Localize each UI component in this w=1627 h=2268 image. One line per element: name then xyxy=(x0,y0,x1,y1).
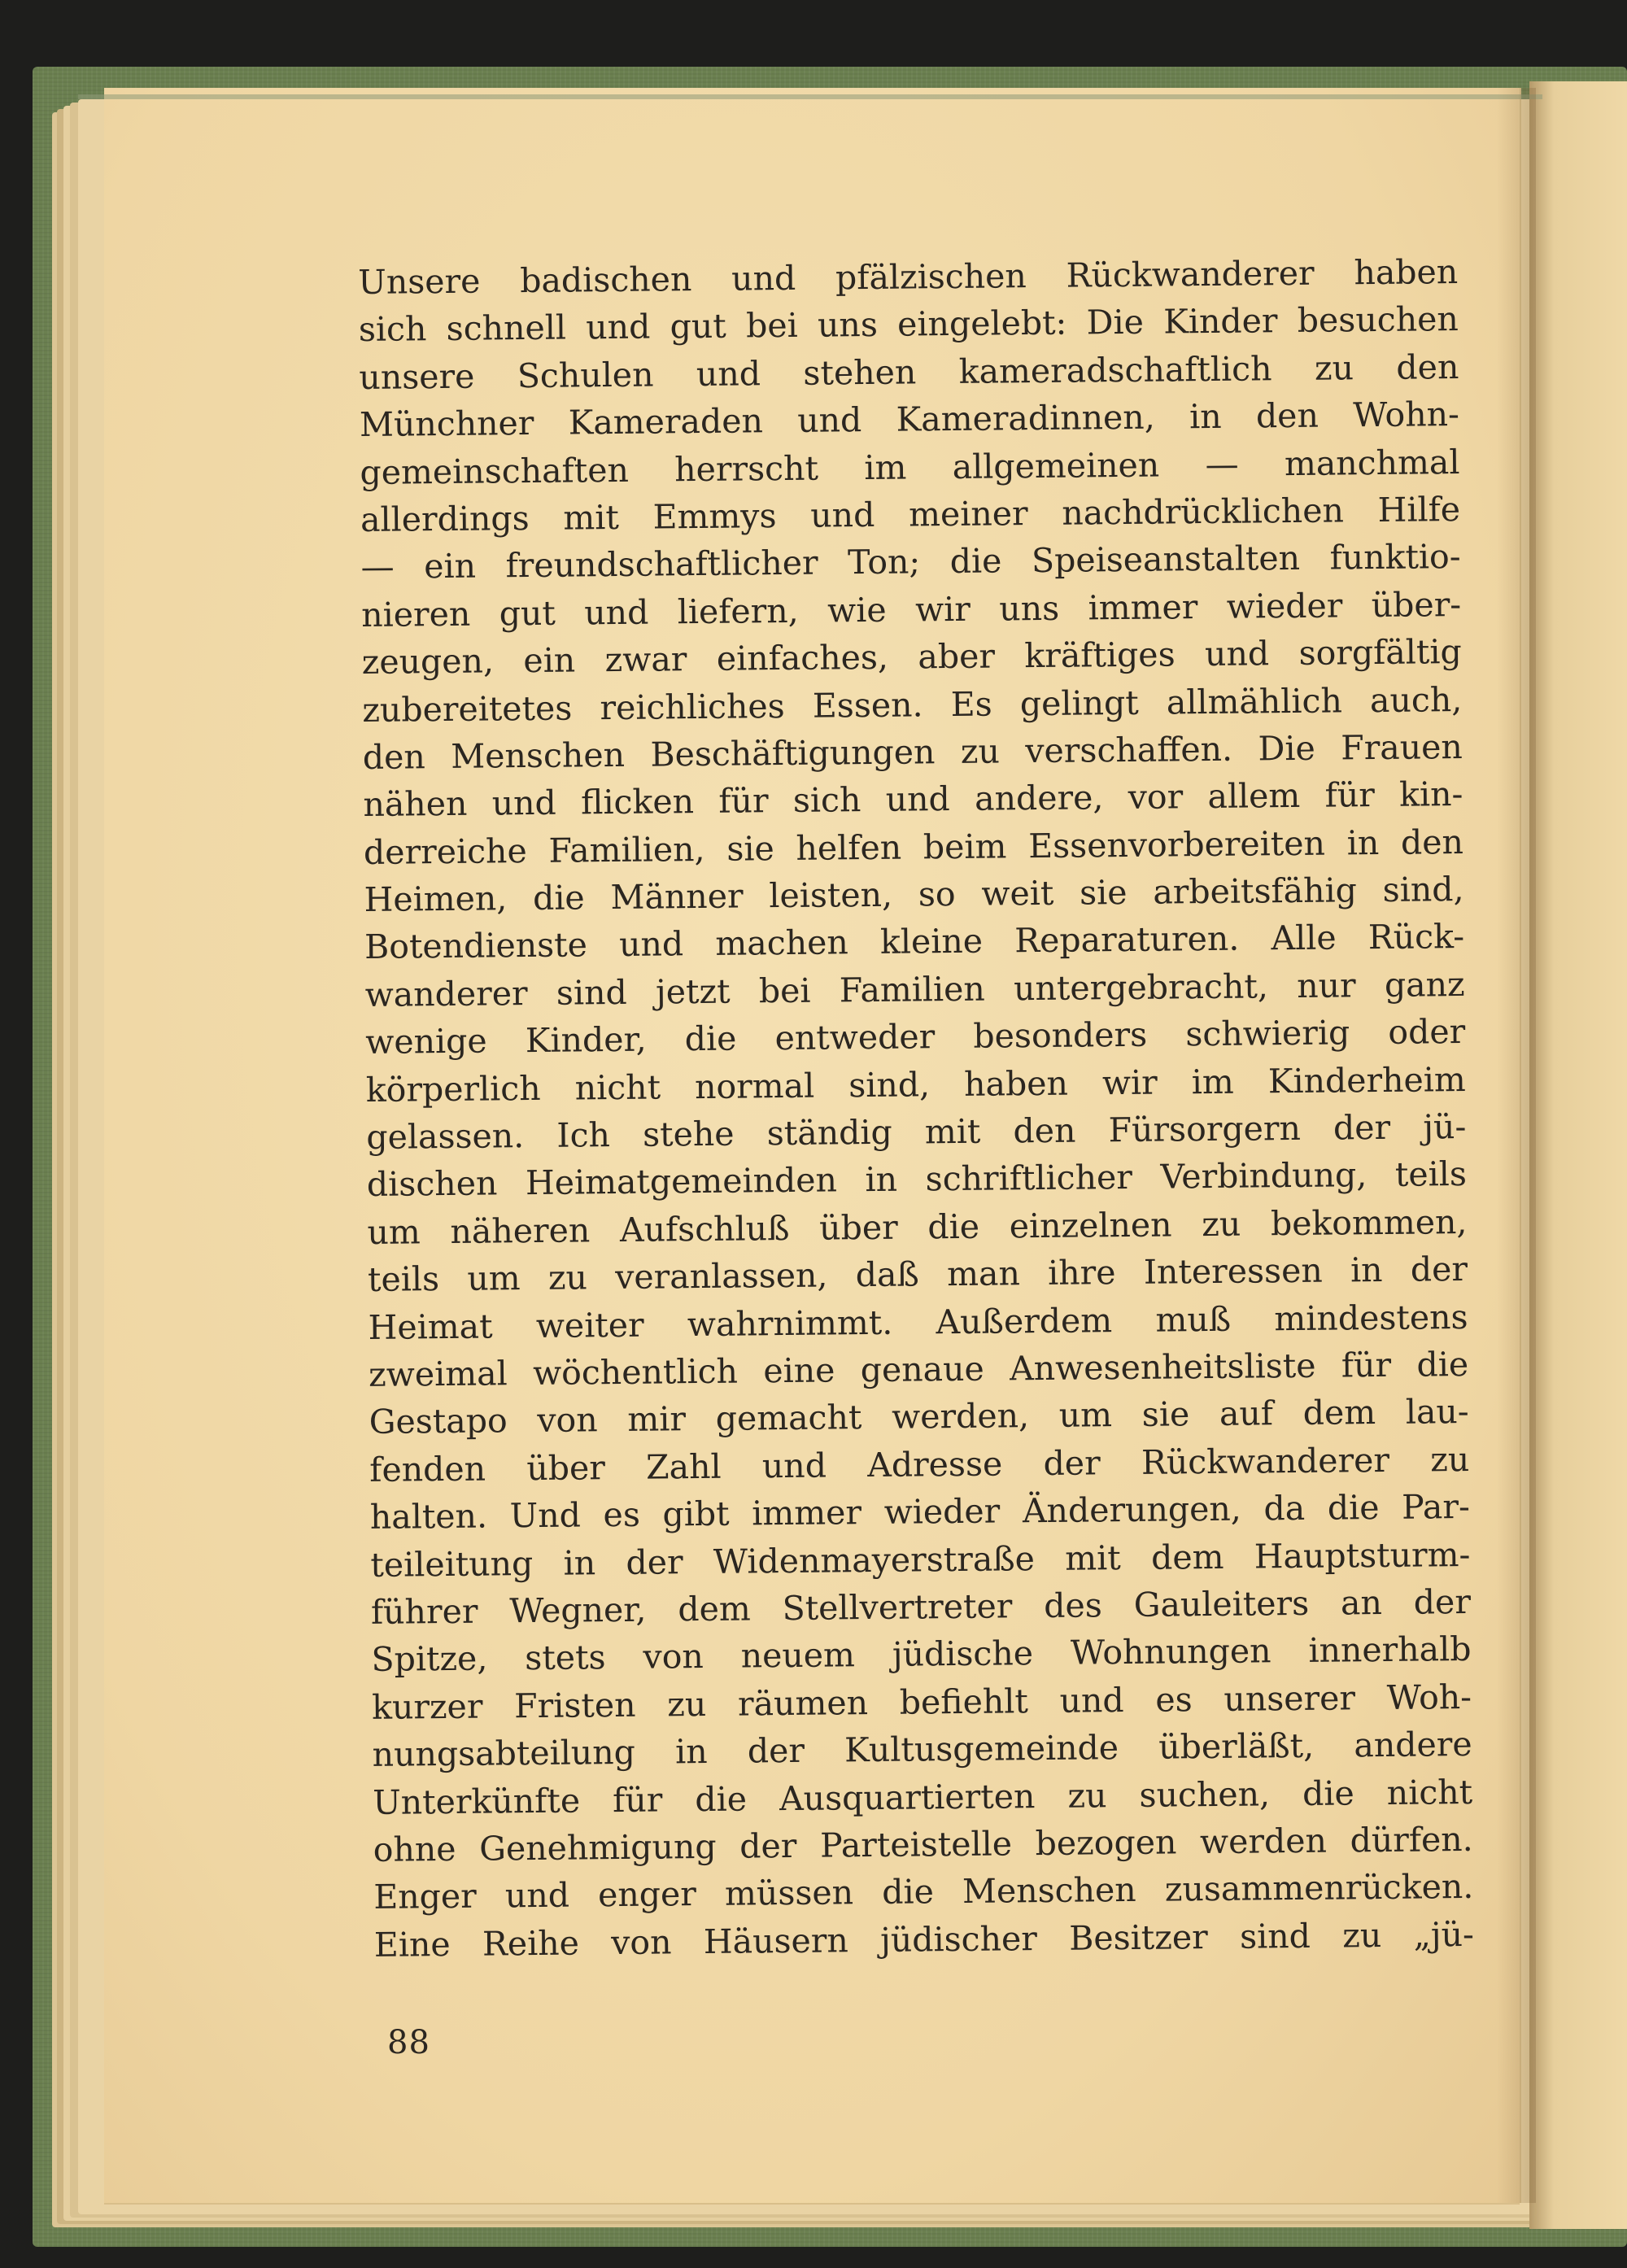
text-line: Unsere badischen und pfälzischen Rückwanderer haben xyxy=(358,252,1459,302)
text-line: ohne Genehmigung der Parteistelle bezogen werden dürfen. xyxy=(373,1819,1473,1869)
text-line: Enger und enger müssen die Menschen zusammenrücken. xyxy=(373,1867,1474,1917)
text-line: derreiche Familien, sie helfen beim Essenvorbereiten in den xyxy=(363,822,1464,872)
text-line: kurzer Fristen zu räumen befiehlt und es unserer Woh- xyxy=(371,1677,1472,1727)
text-line: zweimal wöchentlich eine genaue Anwesenheitsliste für die xyxy=(368,1344,1469,1394)
text-line: fenden über Zahl und Adresse der Rückwanderer zu xyxy=(369,1439,1470,1489)
text-line: Heimen, die Männer leisten, so weit sie arbeitsfähig sind, xyxy=(364,870,1464,920)
text-line: allerdings mit Emmys und meiner nachdrücklichen Hilfe xyxy=(360,489,1461,539)
text-line: um näheren Aufschluß über die einzelnen zu bekommen, xyxy=(367,1202,1468,1252)
text-line: körperlich nicht normal sind, haben wir im Kinderheim xyxy=(365,1059,1466,1110)
text-line: zubereitetes reichliches Essen. Es gelingt allmählich auch, xyxy=(362,679,1463,730)
gutter-shadow xyxy=(1497,88,1536,2203)
text-line: wenige Kinder, die entweder besonders schwierig oder xyxy=(365,1012,1466,1062)
text-line: Unterkünfte für die Ausquartierten zu suchen, die nicht xyxy=(372,1772,1473,1822)
text-line: dischen Heimatgemeinden in schriftlicher Verbindung, teils xyxy=(366,1154,1468,1205)
page-top-edge xyxy=(78,94,1542,99)
text-line: gemeinschaften herrscht im allgemeinen — manchmal xyxy=(360,442,1460,492)
text-line: nieren gut und liefern, wie wir uns immer wieder über- xyxy=(360,584,1462,635)
body-text xyxy=(358,248,1474,1969)
text-line: zeugen, ein zwar einfaches, aber kräftiges und sorgfältig xyxy=(361,632,1462,683)
text-line: teils um zu veranlassen, daß man ihre Interessen in der xyxy=(367,1250,1468,1300)
text-line: Eine Reihe von Häusern jüdischer Besitzer sind zu „jü- xyxy=(373,1914,1475,1965)
text-line: — ein freundschaftlicher Ton; die Speiseanstalten funktio- xyxy=(360,537,1461,587)
text-line: nungsabteilung in der Kultusgemeinde überläßt, andere xyxy=(372,1725,1472,1775)
text-line: sich schnell und gut bei uns eingelebt: Die Kinder besuchen xyxy=(358,299,1459,350)
text-line: führer Wegner, dem Stellvertreter des Gauleiters an der xyxy=(370,1581,1472,1632)
adjacent-page-edge xyxy=(1529,81,1627,2229)
text-line: den Menschen Beschäftigungen zu verschaffen. Die Frauen xyxy=(362,726,1463,777)
text-line: Botendienste und machen kleine Reparaturen. Alle Rück- xyxy=(364,917,1465,967)
text-line: nähen und flicken für sich und andere, vor allem für kin- xyxy=(363,774,1463,825)
text-line: Spitze, stets von neuem jüdische Wohnungen innerhalb xyxy=(371,1629,1472,1680)
text-line: Gestapo von mir gemacht werden, um sie auf dem lau- xyxy=(369,1392,1469,1442)
text-line: wanderer sind jetzt bei Familien untergebracht, nur ganz xyxy=(364,964,1465,1014)
text-line: halten. Und es gibt immer wieder Änderungen, da die Par- xyxy=(369,1487,1471,1537)
text-line: gelassen. Ich stehe ständig mit den Fürsorgern der jü- xyxy=(366,1107,1467,1157)
text-line: Münchner Kameraden und Kameradinnen, in den Wohn- xyxy=(359,395,1460,445)
text-line: Heimat weiter wahrnimmt. Außerdem muß mindestens xyxy=(368,1297,1468,1347)
page-number: 88 xyxy=(387,2024,430,2061)
text-line: unsere Schulen und stehen kameradschaftlich zu den xyxy=(359,347,1459,397)
text-line: teileitung in der Widenmayerstraße mit dem Hauptsturm- xyxy=(370,1534,1471,1585)
